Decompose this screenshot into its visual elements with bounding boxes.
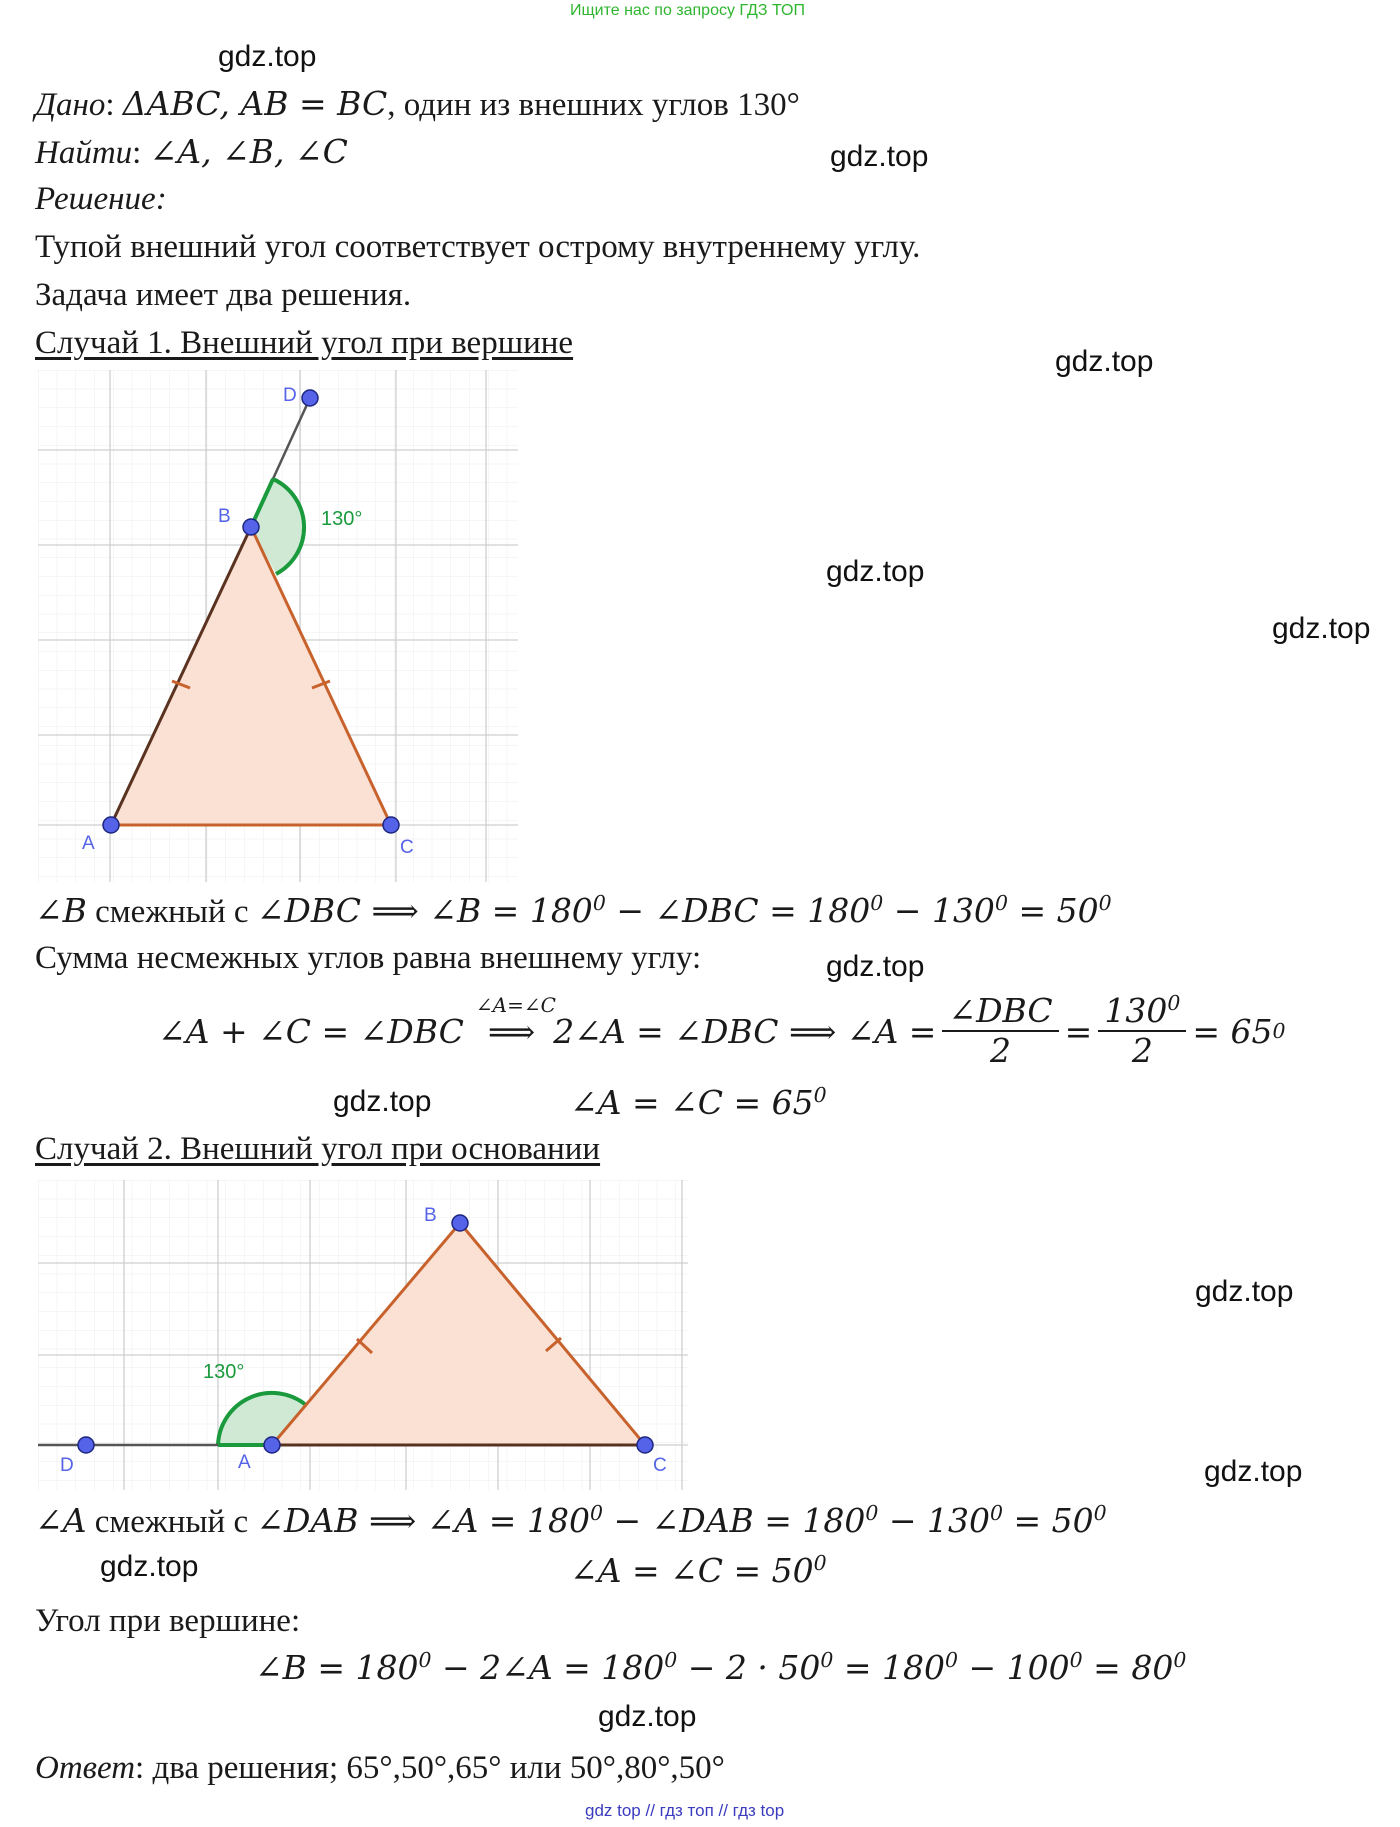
eq-mid: 2∠A = ∠DBC ⟹ ∠A = (553, 1011, 937, 1051)
sup: 0 (418, 1648, 432, 1672)
point-a (264, 1437, 280, 1453)
watermark: gdz.top (100, 1550, 199, 1583)
sup: 0 (865, 1501, 879, 1525)
sup: 0 (820, 1648, 834, 1672)
case1-eq-adjacent (35, 893, 1112, 929)
sup: 0 (813, 1083, 827, 1107)
point-b (452, 1215, 468, 1231)
find-line (35, 132, 348, 171)
case2-title: Случай 2. Внешний угол при основании (35, 1131, 601, 1167)
case1-eq-lhs: ∠B (35, 891, 87, 930)
answer-colon: : (135, 1750, 145, 1786)
fraction-denominator: 2 (1131, 1031, 1153, 1070)
point-a (103, 817, 119, 833)
implies-arrow (475, 992, 556, 1051)
top-banner: Ищите нас по запросу ГДЗ ТОП (570, 2, 805, 19)
case2-eq-lhs: ∠A (35, 1501, 87, 1540)
sup: 0 (1167, 991, 1181, 1016)
case1-sum-statement: Сумма несмежных углов равна внешнему углу: (35, 940, 702, 976)
case1-figure (38, 370, 518, 882)
answer-line (35, 1752, 725, 1785)
sup: 0 (1098, 891, 1112, 915)
sup: 0 (1173, 1648, 1187, 1672)
fraction-numerator (1098, 992, 1186, 1032)
arrow-condition: ∠A=∠C (475, 992, 556, 1017)
watermark: gdz.top (826, 555, 925, 588)
label-c: C (400, 837, 414, 858)
case1-eq-p3: = 50 (1007, 891, 1099, 930)
vertex-angle-statement: Угол при вершине: (35, 1603, 301, 1639)
point-b (243, 519, 259, 535)
numerator-value: 130 (1104, 991, 1168, 1031)
angle-label: 130° (203, 1361, 245, 1383)
eq-part: = 80 (1082, 1648, 1174, 1687)
sup: 0 (592, 891, 606, 915)
sup: 0 (1272, 1018, 1286, 1043)
watermark: gdz.top (1055, 345, 1154, 378)
point-c (637, 1437, 653, 1453)
find-colon: : (132, 135, 142, 171)
arrow-symbol: ⟹ (487, 1011, 536, 1051)
given-line (35, 84, 800, 123)
eq-result: = 65 (1192, 1011, 1273, 1051)
case2-eq-rhs: ∠DAB ⟹ ∠A = 180 (256, 1501, 590, 1540)
label-c: C (653, 1455, 667, 1476)
equals: = (1064, 1011, 1093, 1051)
eq-part: − 2 · 50 (677, 1648, 821, 1687)
point-d (78, 1437, 94, 1453)
sup: 0 (1093, 1501, 1107, 1525)
solution-label: Решение: (35, 181, 167, 217)
case2-eq-p1: − ∠DAB = 180 (602, 1501, 866, 1540)
case2-eq-adjacent (35, 1503, 1107, 1539)
case1-eq-sum (158, 988, 1286, 1074)
sup: 0 (813, 1551, 827, 1575)
fraction-numerator: ∠DBC (942, 992, 1058, 1032)
given-colon: : (105, 87, 115, 123)
eq-part: = 180 (833, 1648, 946, 1687)
case2-eq-text: смежный с (86, 1504, 257, 1540)
sup: 0 (589, 1501, 603, 1525)
fraction-130 (1098, 992, 1186, 1070)
eq-left: ∠A + ∠C = ∠DBC (158, 1011, 464, 1051)
eq-part: − 2∠A = 180 (431, 1648, 665, 1687)
obtuse-angle-statement: Тупой внешний угол соответствует острому внутреннему углу. (35, 229, 921, 265)
eq-text: ∠A = ∠C = 65 (570, 1083, 814, 1122)
case2-figure (38, 1180, 688, 1490)
watermark: gdz.top (598, 1700, 697, 1733)
watermark: gdz.top (218, 40, 317, 73)
watermark: gdz.top (1272, 612, 1371, 645)
watermark: gdz.top (1195, 1275, 1294, 1308)
fraction-dbc (942, 992, 1058, 1070)
case1-title: Случай 1. Внешний угол при вершине (35, 325, 574, 361)
find-label: Найти (35, 135, 133, 171)
sup: 0 (1069, 1648, 1083, 1672)
label-d: D (283, 385, 297, 406)
watermark: gdz.top (826, 950, 925, 983)
label-d: D (60, 1455, 74, 1476)
case2-eq-vertex (255, 1648, 1187, 1687)
footer-links[interactable]: gdz top // гдз топ // гдз top (585, 1801, 785, 1820)
answer-text: два решения; 65°,50°,65° или 50°,80°,50° (144, 1750, 725, 1786)
point-c (383, 817, 399, 833)
given-expression: ΔABC, AB = BC (122, 84, 388, 123)
case1-eq-p2: − 130 (883, 891, 995, 930)
case2-eq-p2: − 130 (878, 1501, 991, 1540)
case2-eq-result (570, 1551, 827, 1590)
case1-eq-rhs: ∠DBC ⟹ ∠B = 180 (256, 891, 593, 930)
label-a: A (82, 833, 95, 854)
watermark: gdz.top (830, 140, 929, 173)
sup: 0 (870, 891, 884, 915)
fraction-denominator: 2 (990, 1031, 1012, 1070)
label-b: B (424, 1205, 437, 1226)
case1-eq-p1: − ∠DBC = 180 (605, 891, 871, 930)
given-label: Дано (35, 87, 106, 123)
angle-label: 130° (321, 508, 363, 530)
watermark: gdz.top (1204, 1455, 1303, 1488)
watermark: gdz.top (333, 1085, 432, 1118)
label-b: B (218, 506, 231, 527)
sup: 0 (990, 1501, 1004, 1525)
case2-eq-p3: = 50 (1003, 1501, 1094, 1540)
eq-text: ∠A = ∠C = 50 (570, 1551, 814, 1590)
point-d (302, 390, 318, 406)
eq-part: − 100 (958, 1648, 1070, 1687)
case1-eq-text: смежный с (86, 894, 257, 930)
sup: 0 (945, 1648, 959, 1672)
sup: 0 (994, 891, 1008, 915)
two-solutions-statement: Задача имеет два решения. (35, 277, 412, 313)
given-text: , один из внешних углов 130° (387, 87, 800, 123)
eq-part: ∠B = 180 (255, 1648, 419, 1687)
sup: 0 (664, 1648, 678, 1672)
answer-label: Ответ (35, 1750, 136, 1786)
find-expression: ∠A, ∠B, ∠C (149, 132, 348, 171)
label-a: A (238, 1452, 251, 1473)
case1-eq-result (570, 1083, 827, 1122)
